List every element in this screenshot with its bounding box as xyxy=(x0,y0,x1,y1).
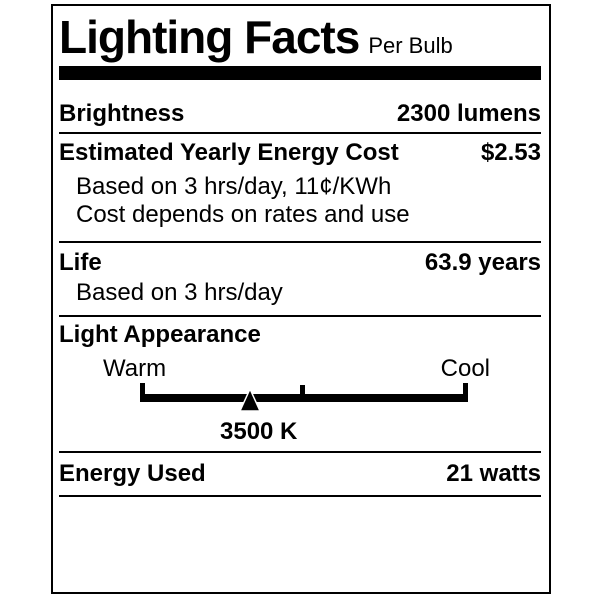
section-divider xyxy=(59,241,541,243)
label-subtitle: Per Bulb xyxy=(368,33,453,58)
warm-label: Warm xyxy=(103,355,167,382)
energy-cost-note-2: Cost depends on rates and use xyxy=(76,201,410,228)
energy-cost-row xyxy=(59,139,541,167)
life-label: Life xyxy=(59,249,102,276)
label-header xyxy=(59,11,541,63)
color-temperature-endpoints xyxy=(59,355,541,383)
energy-cost-note-1: Based on 3 hrs/day, 11¢/KWh xyxy=(76,173,392,200)
section-divider xyxy=(59,451,541,453)
scale-tick-middle xyxy=(300,385,305,402)
brightness-row xyxy=(59,100,541,128)
light-appearance-row xyxy=(59,321,541,349)
energy-used-row xyxy=(59,460,541,488)
scale-tick-warm-end xyxy=(140,383,145,402)
section-divider xyxy=(59,495,541,497)
section-divider xyxy=(59,132,541,134)
life-note: Based on 3 hrs/day xyxy=(76,279,283,306)
slider-marker-icon xyxy=(239,388,261,412)
kelvin-value: 3500 K xyxy=(220,418,298,445)
scale-tick-cool-end xyxy=(463,383,468,402)
energy-cost-label: Estimated Yearly Energy Cost xyxy=(59,139,399,166)
header-divider-bar xyxy=(59,66,541,80)
brightness-value: 2300 lumens xyxy=(396,100,541,127)
section-divider xyxy=(59,315,541,317)
label-title: Lighting Facts xyxy=(59,11,360,63)
energy-used-label: Energy Used xyxy=(59,460,206,487)
cool-label: Cool xyxy=(440,355,490,382)
light-appearance-label: Light Appearance xyxy=(59,321,261,348)
life-value: 63.9 years xyxy=(424,249,541,276)
energy-cost-value: $2.53 xyxy=(480,139,541,166)
color-temperature-scale xyxy=(140,383,468,412)
brightness-label: Brightness xyxy=(59,100,185,127)
energy-used-value: 21 watts xyxy=(446,460,541,487)
lighting-facts-label xyxy=(51,4,551,594)
life-row xyxy=(59,249,541,277)
